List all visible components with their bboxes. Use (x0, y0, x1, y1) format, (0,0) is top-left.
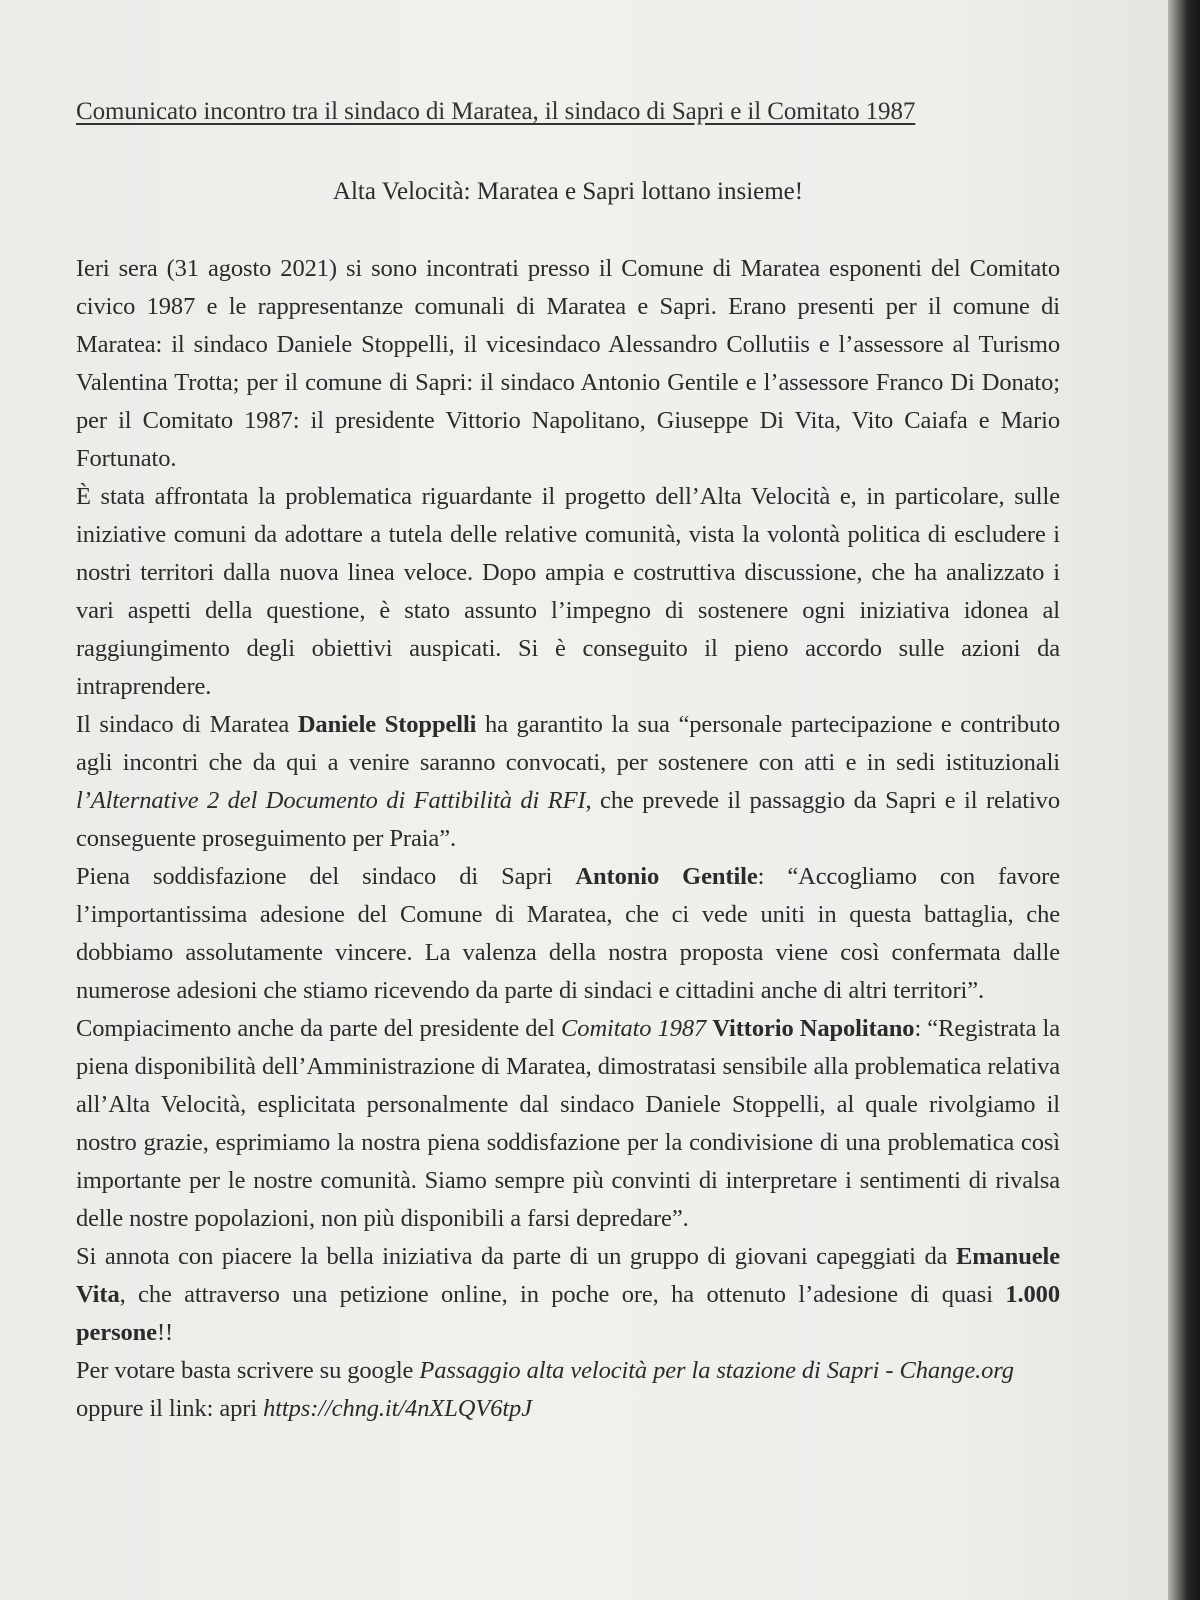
paragraph-vote (76, 1352, 1060, 1428)
paragraph-discussion: È stata affrontata la problematica riguardante il progetto dell’Alta Velocità e, in particolare, sulle iniziative comuni da adottare a tutela delle relative comunità, vista la volontà politica di escludere i nostri territori dalla nuova linea veloce. Dopo ampia e costruttiva discussione, che ha analizzato i vari aspetti della questione, è stato assunto l’impegno di sostenere ogni iniziativa idonea al raggiungimento degli obiettivi auspicati. Si è conseguito il pieno accordo sulle azioni da intraprendere. (76, 483, 1060, 700)
document-reference: l’Alternative 2 del Documento di Fattibilità di RFI (76, 787, 586, 814)
name-vittorio-napolitano: Vittorio Napolitano (712, 1015, 915, 1042)
paragraph-stoppelli (76, 706, 1060, 858)
text: !! (156, 1319, 174, 1346)
text: Piena soddisfazione del sindaco di Sapri (76, 863, 576, 890)
text: Il sindaco di Maratea (76, 711, 298, 738)
paragraph-meeting: Ieri sera (31 agosto 2021) si sono incontrati presso il Comune di Maratea esponenti del Comitato civico 1987 e le rappresentanze comunali di Maratea e Sapri. Erano presenti per il comune di Maratea: il sindaco Daniele Stoppelli, il vicesindaco Alessandro Collutiis e l’assessore al Turismo Valentina Trotta; per il comune di Sapri: il sindaco Antonio Gentile e l’assessore Franco Di Donato; per il Comitato 1987: il presidente Vittorio Napolitano, Giuseppe Di Vita, Vito Caiafa e Mario Fortunato. (76, 255, 1060, 472)
name-antonio-gentile: Antonio Gentile (575, 863, 758, 890)
name-emanuele-vita: Emanuele Vita (76, 1243, 1060, 1308)
text: : “Accogliamo con favore l’importantissima adesione del Comune di Maratea, che ci vede uniti in questa battaglia, che dobbiamo assolutamente vincere. La valenza della nostra proposta viene così confermata dalle numerose adesioni che stiamo ricevendo da parte di sindaci e cittadini anche di altri territori”. (76, 863, 1060, 1004)
document-header: Comunicato incontro tra il sindaco di Maratea, il sindaco di Sapri e il Comitato 1987 (76, 98, 916, 125)
document-content (76, 96, 1061, 1422)
text: Per votare basta scrivere su google (76, 1357, 420, 1384)
petition-link: https://chng.it/4nXLQV6tpJ (263, 1395, 532, 1422)
name-daniele-stoppelli: Daniele Stoppelli (297, 711, 477, 738)
document-body (76, 250, 1060, 1428)
text: : “Registrata la piena disponibilità dell’Amministrazione di Maratea, dimostratasi sensibile alla problematica relativa all’Alta Velocità, esplicitata personalmente dal sindaco Daniele Stoppelli, al quale rivolgiamo il nostro grazie, esprimiamo la nostra piena soddisfazione per la condivisione di una problematica così importante per le nostre comunità. Siamo sempre più convinti di interpretare i sentimenti di rivalsa delle nostre popolazioni, non più disponibili a farsi depredare”. (76, 1015, 1061, 1232)
document-subtitle: Alta Velocità: Maratea e Sapri lottano insieme! (332, 178, 804, 205)
text: , che prevede il passaggio da Sapri e il relativo conseguente proseguimento per Praia”. (76, 787, 1060, 852)
paragraph-napolitano (76, 1010, 1060, 1238)
page-edge-shadow (1168, 0, 1200, 1600)
text: ha garantito la sua “personale partecipazione e contributo agli incontri che da qui a venire saranno convocati, per sostenere con atti e in sedi istituzionali (76, 711, 1060, 776)
text: Compiacimento anche da parte del presidente del (76, 1015, 562, 1042)
text: oppure il link: apri (76, 1395, 264, 1422)
paragraph-petition (76, 1238, 1060, 1352)
paragraph-gentile (76, 858, 1060, 1010)
text: Si annota con piacere la bella iniziativa da parte di un gruppo di giovani capeggiati da (76, 1243, 956, 1270)
search-query: Passaggio alta velocità per la stazione di Sapri - Change.org (419, 1357, 1014, 1384)
petition-count: 1.000 persone (76, 1281, 1060, 1346)
committee-name: Comitato 1987 (561, 1015, 707, 1042)
text: , che attraverso una petizione online, in poche ore, ha ottenuto l’adesione di quasi (119, 1281, 1006, 1308)
